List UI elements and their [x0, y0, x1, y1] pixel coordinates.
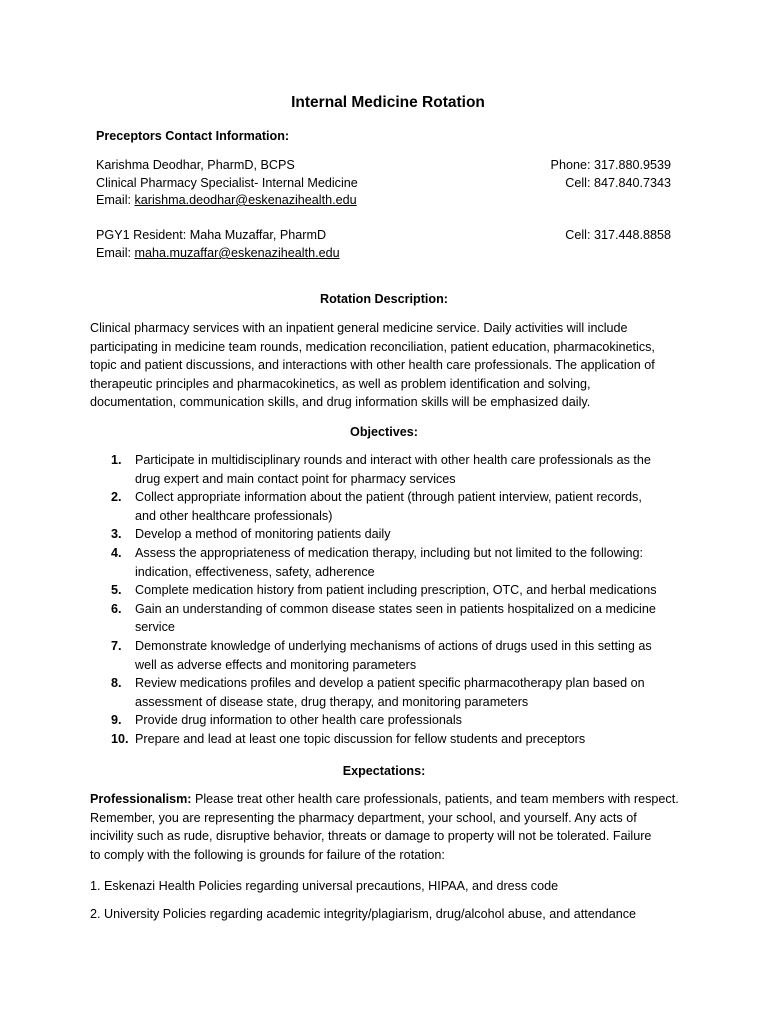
list-item: [90, 730, 690, 749]
expectations-heading: Expectations:: [342, 764, 426, 778]
list-number: 5.: [111, 583, 122, 598]
list-item: [90, 674, 690, 711]
list-item: [90, 525, 690, 544]
description-heading: Rotation Description:: [319, 292, 449, 306]
list-item-line: Collect appropriate information about the patient (through patient interview, patient records,: [135, 490, 642, 505]
preceptor1-name: Karishma Deodhar, PharmD, BCPS: [96, 158, 295, 172]
list-number: 8.: [111, 676, 122, 691]
list-number: 10.: [111, 731, 129, 746]
list-item: [90, 637, 690, 674]
list-item-line: Demonstrate knowledge of underlying mechanisms of actions of drugs used in this setting as: [135, 638, 652, 653]
preceptor2-email-line: [96, 244, 340, 262]
list-item-line: and other healthcare professionals): [135, 508, 333, 523]
list-item-line: Prepare and lead at least one topic discussion for fellow students and preceptors: [135, 731, 586, 746]
paragraph-line: Clinical pharmacy services with an inpatient general medicine service. Daily activities will include: [90, 321, 628, 335]
list-item-line: Gain an understanding of common disease states seen in patients hospitalized on a medicine: [135, 601, 656, 616]
list-item-line: Complete medication history from patient including prescription, OTC, and herbal medications: [135, 583, 657, 598]
description-paragraph: [90, 319, 690, 412]
document-title: Internal Medicine Rotation: [291, 94, 485, 111]
list-item-line: well as adverse effects and monitoring parameters: [135, 657, 417, 672]
list-number: 4.: [111, 545, 122, 560]
preceptor2-name: PGY1 Resident: Maha Muzaffar, PharmD: [96, 228, 327, 242]
preceptor1-cell: Cell: 847.840.7343: [565, 176, 671, 190]
professionalism-paragraph: [90, 790, 690, 864]
email-label: Email:: [96, 193, 135, 207]
list-item-line: Provide drug information to other health care professionals: [135, 713, 462, 728]
paragraph-line: [90, 790, 690, 809]
list-item-line: Assess the appropriateness of medication therapy, including but not limited to the following:: [135, 545, 644, 560]
list-item: [90, 488, 690, 525]
list-item-line: Participate in multidisciplinary rounds and interact with other health care professionals as the: [135, 453, 651, 467]
list-number: 6.: [111, 601, 122, 616]
expectation-item-2: 2. University Policies regarding academic integrity/plagiarism, drug/alcohol abuse, and attendance: [90, 907, 637, 921]
list-item: [90, 544, 690, 581]
objectives-heading: Objectives:: [350, 425, 418, 439]
preceptor1-email-line: [96, 191, 357, 209]
preceptors-heading: Preceptors Contact Information:: [96, 129, 290, 143]
preceptor1-email-link[interactable]: karishma.deodhar@eskenazihealth.edu: [134, 193, 357, 207]
list-number: 1.: [111, 453, 122, 467]
paragraph-line: documentation, communication skills, and drug information skills will be emphasized daily.: [90, 395, 591, 409]
list-item: [90, 711, 690, 730]
list-number: 9.: [111, 713, 122, 728]
paragraph-line: Remember, you are representing the pharmacy department, your school, and yourself. Any acts of: [90, 810, 637, 825]
list-item: [90, 451, 690, 488]
list-item-line: assessment of disease state, drug therapy, and monitoring parameters: [135, 694, 529, 709]
preceptor1-phone: Phone: 317.880.9539: [550, 158, 671, 172]
list-item-line: Develop a method of monitoring patients daily: [135, 527, 391, 542]
preceptor2-email-link[interactable]: maha.muzaffar@eskenazihealth.edu: [134, 246, 340, 260]
list-number: 2.: [111, 490, 122, 505]
list-item-line: Review medications profiles and develop a patient specific pharmacotherapy plan based on: [135, 676, 645, 691]
list-item-line: indication, effectiveness, safety, adherence: [135, 564, 375, 579]
email-label: Email:: [96, 246, 135, 260]
objectives-list: [90, 451, 690, 749]
list-item: [90, 581, 690, 600]
paragraph-line: incivility such as rude, disruptive behavior, threats or damage to property will not be tolerated. Failure: [90, 829, 652, 843]
list-item-line: drug expert and main contact point for pharmacy services: [135, 471, 456, 486]
paragraph-line: participating in medicine team rounds, medication reconciliation, patient education, pharmacokinetics,: [90, 339, 655, 354]
paragraph-line: topic and patient discussions, and interactions with other health care professionals. The application of: [90, 358, 655, 372]
paragraph-text: Please treat other health care professionals, patients, and team members with respect.: [191, 792, 679, 806]
paragraph-line: to comply with the following is grounds for failure of the rotation:: [90, 847, 445, 862]
list-item: [90, 600, 690, 637]
preceptor1-role: Clinical Pharmacy Specialist- Internal Medicine: [96, 176, 358, 190]
list-item-line: service: [135, 620, 175, 635]
expectation-item-1: 1. Eskenazi Health Policies regarding universal precautions, HIPAA, and dress code: [90, 879, 559, 893]
professionalism-label: Professionalism:: [90, 792, 192, 806]
preceptor2-cell: Cell: 317.448.8858: [565, 228, 671, 242]
list-number: 7.: [111, 638, 122, 653]
list-number: 3.: [111, 527, 122, 542]
paragraph-line: therapeutic principles and pharmacokinetics, as well as problem identification and solving,: [90, 376, 591, 391]
